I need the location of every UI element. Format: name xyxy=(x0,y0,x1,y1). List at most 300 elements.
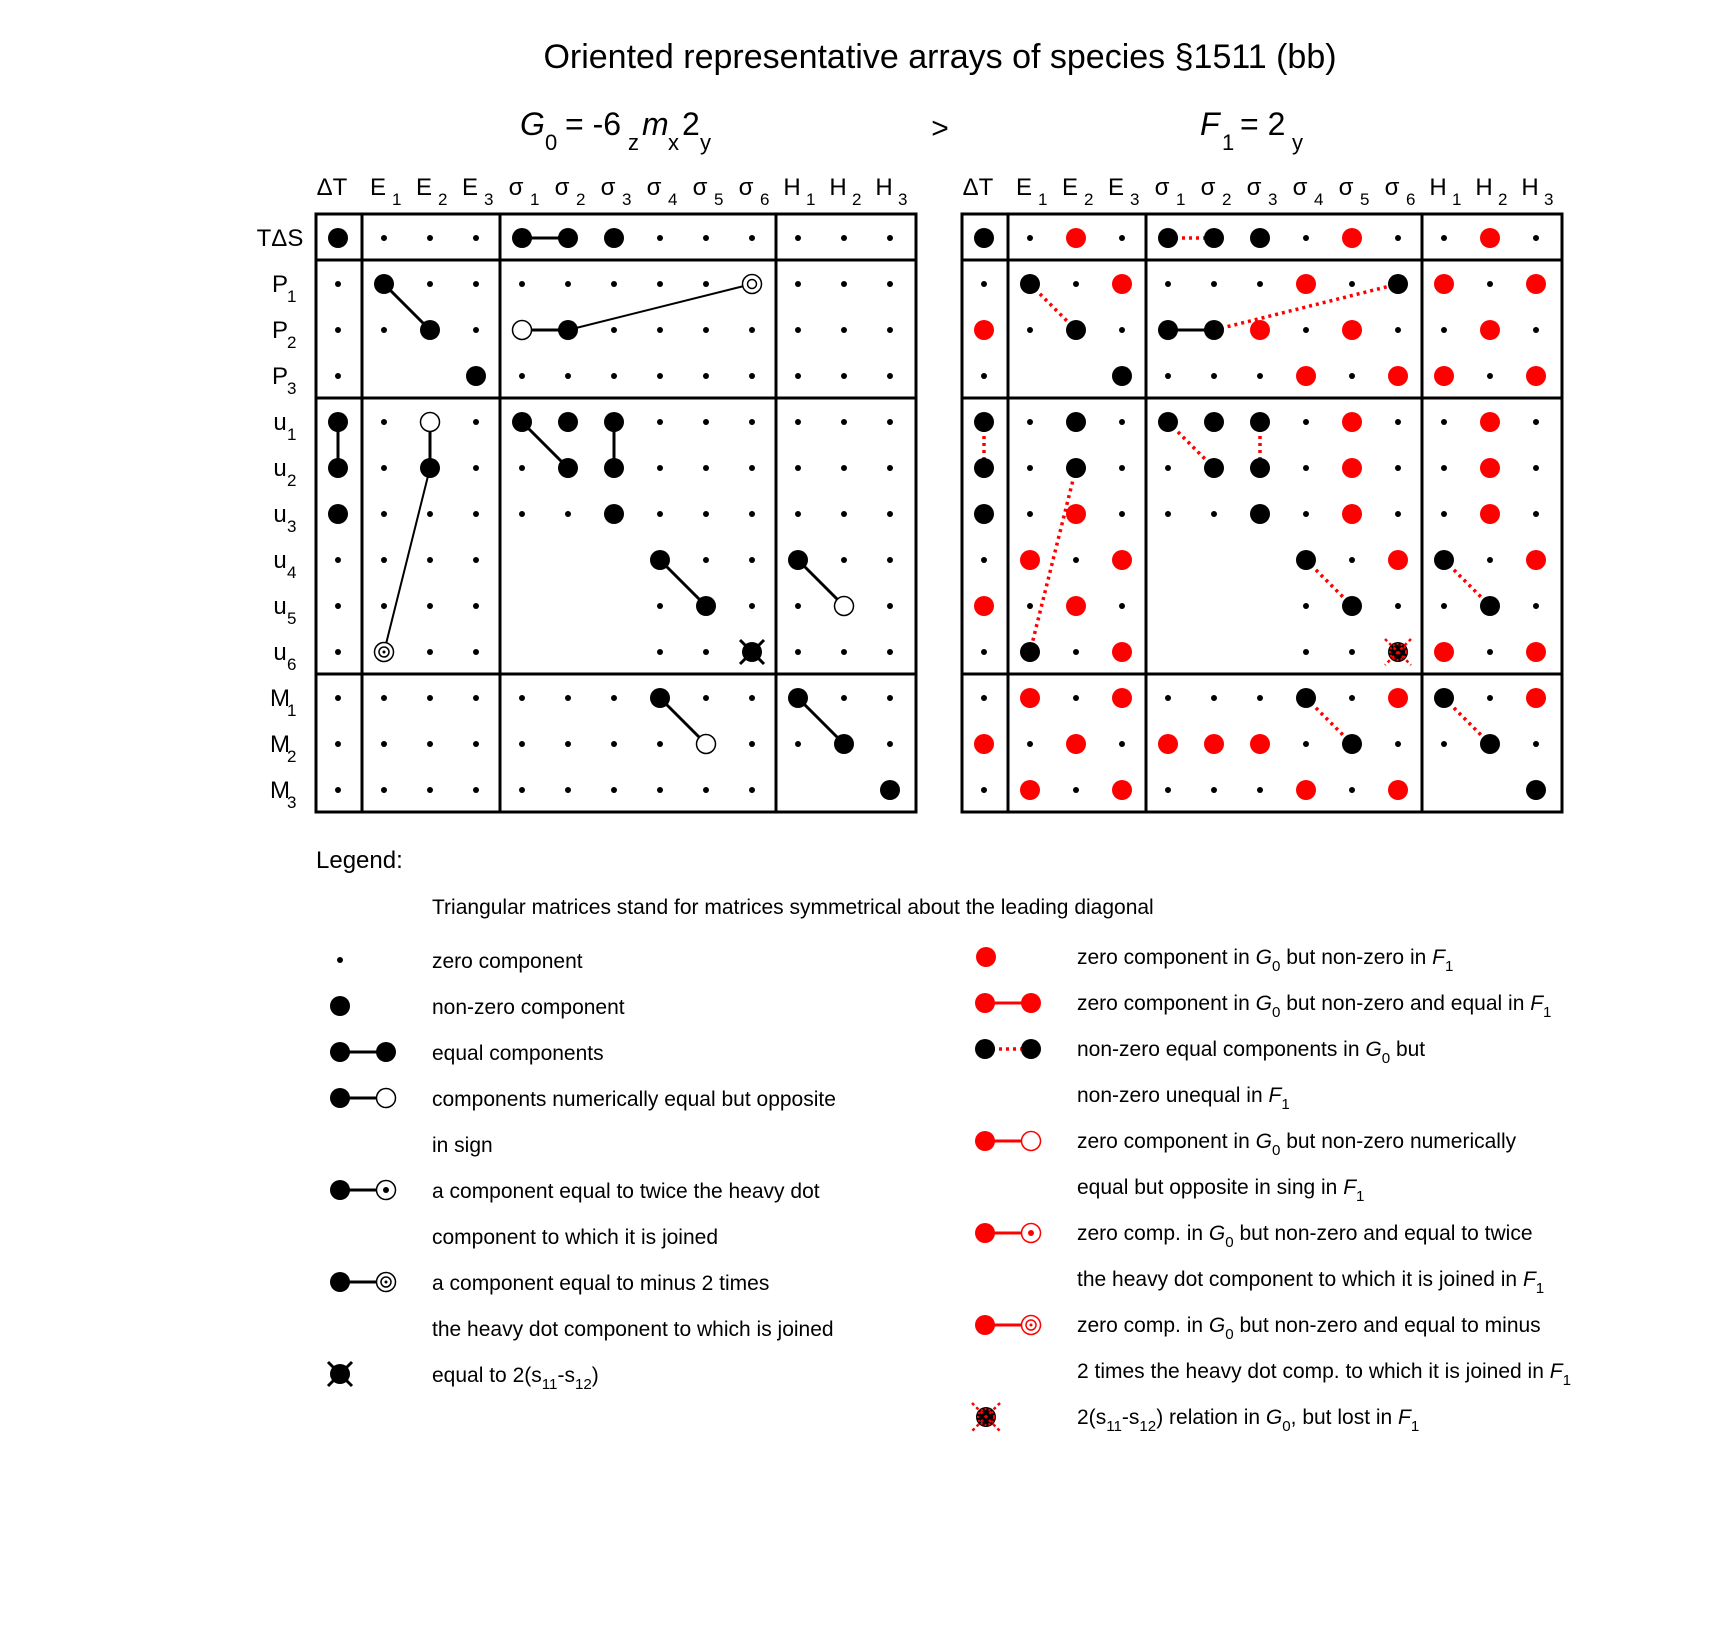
column-label-sub: 3 xyxy=(484,190,494,209)
column-label: ΔT xyxy=(962,174,994,201)
zero-dot xyxy=(657,235,663,241)
row-label-sub: 2 xyxy=(287,471,297,490)
zero-dot xyxy=(1027,465,1033,471)
zero-dot xyxy=(1119,741,1125,747)
comparator: > xyxy=(931,112,949,145)
double-circle-inner xyxy=(748,280,757,289)
zero-dot xyxy=(1441,741,1447,747)
column-label: σ xyxy=(692,174,708,201)
zero-dot xyxy=(1119,419,1125,425)
column-label: σ xyxy=(508,174,524,201)
zero-dot xyxy=(749,695,755,701)
column-label-sub: 3 xyxy=(1130,190,1140,209)
zero-dot xyxy=(473,511,479,517)
heavy-dot xyxy=(1158,320,1178,340)
zero-dot xyxy=(795,373,801,379)
zero-dot xyxy=(887,649,893,655)
zero-dot xyxy=(519,465,525,471)
legend-open-circle xyxy=(377,1089,396,1108)
legend-left-text: a component equal to twice the heavy dot xyxy=(432,1180,820,1203)
heavy-dot xyxy=(1158,228,1178,248)
zero-dot xyxy=(1119,465,1125,471)
heading-two: 2 xyxy=(682,106,700,142)
column-label-sub: 1 xyxy=(1452,190,1462,209)
zero-dot xyxy=(1303,419,1309,425)
row-label: u xyxy=(273,409,287,436)
zero-dot xyxy=(657,603,663,609)
red-dot xyxy=(974,734,994,754)
zero-dot xyxy=(381,235,387,241)
zero-dot xyxy=(1349,557,1355,563)
row-label-sub: 2 xyxy=(287,747,297,766)
heavy-dot xyxy=(604,412,624,432)
zero-dot xyxy=(1027,741,1033,747)
zero-dot xyxy=(611,787,617,793)
column-label: E xyxy=(415,174,433,201)
red-dot xyxy=(1020,688,1040,708)
zero-dot xyxy=(473,787,479,793)
heavy-dot xyxy=(1204,320,1224,340)
column-label: H xyxy=(1521,174,1539,201)
legend-right-text: zero component in $G_0$ but non-zero and equal in $F_1$ xyxy=(1077,992,1552,1021)
legend-open-circle xyxy=(1022,1132,1041,1151)
zero-dot xyxy=(1395,465,1401,471)
legend-right-text: 2 times the heavy dot comp. to which it is joined in $F_1$ xyxy=(1077,1360,1571,1389)
column-label: σ xyxy=(554,174,570,201)
heavy-dot xyxy=(1112,366,1132,386)
column-label-sub: 2 xyxy=(1498,190,1508,209)
zero-dot xyxy=(749,419,755,425)
red-dot xyxy=(1480,228,1500,248)
zero-dot xyxy=(381,787,387,793)
heading-x: x xyxy=(668,130,679,155)
heavy-dot xyxy=(558,320,578,340)
zero-dot xyxy=(473,281,479,287)
zero-dot xyxy=(981,695,987,701)
heavy-dot xyxy=(1388,274,1408,294)
zero-dot xyxy=(887,695,893,701)
zero-dot xyxy=(841,649,847,655)
zero-dot xyxy=(1303,511,1309,517)
heavy-dot xyxy=(1250,458,1270,478)
zero-dot xyxy=(1211,511,1217,517)
zero-dot xyxy=(381,741,387,747)
red-dot xyxy=(1250,320,1270,340)
zero-dot xyxy=(381,557,387,563)
zero-dot xyxy=(1395,511,1401,517)
heavy-dot xyxy=(696,596,716,616)
red-dot xyxy=(1342,412,1362,432)
heavy-dot xyxy=(558,458,578,478)
zero-dot xyxy=(381,603,387,609)
legend-center-dot xyxy=(383,1187,389,1193)
heavy-dot xyxy=(420,320,440,340)
legend-right-text: the heavy dot component to which it is joined in $F_1$ xyxy=(1077,1268,1545,1297)
zero-dot xyxy=(1303,603,1309,609)
red-dot xyxy=(1480,504,1500,524)
zero-dot xyxy=(1303,741,1309,747)
red-dot xyxy=(1020,780,1040,800)
heading-symbol-f: F xyxy=(1200,106,1220,142)
heavy-dot xyxy=(604,228,624,248)
zero-dot xyxy=(1165,465,1171,471)
legend-left-text: equal components xyxy=(432,1042,604,1065)
zero-dot xyxy=(1349,695,1355,701)
zero-dot xyxy=(795,235,801,241)
zero-dot xyxy=(841,465,847,471)
heavy-dot xyxy=(558,412,578,432)
minus2-circle-center xyxy=(383,651,386,654)
zero-dot xyxy=(1303,327,1309,333)
heavy-dot xyxy=(1480,734,1500,754)
zero-dot xyxy=(749,557,755,563)
red-dot xyxy=(1480,412,1500,432)
zero-dot xyxy=(1303,235,1309,241)
zero-dot xyxy=(657,465,663,471)
heavy-dot xyxy=(834,734,854,754)
legend xyxy=(316,847,1571,1435)
column-label-sub: 4 xyxy=(1314,190,1324,209)
heavy-dot xyxy=(1342,596,1362,616)
zero-dot xyxy=(841,419,847,425)
zero-dot xyxy=(703,373,709,379)
legend-left-text: the heavy dot component to which is joined xyxy=(432,1318,834,1341)
legend-right-text: $2(s_{11}-s_{12})$ relation in $G_0$, but lost in $F_1$ xyxy=(1077,1406,1420,1435)
heavy-dot xyxy=(466,366,486,386)
legend-right-text: zero component in $G_0$ but non-zero numerically xyxy=(1077,1130,1517,1159)
zero-dot xyxy=(335,557,341,563)
zero-dot xyxy=(611,695,617,701)
zero-dot xyxy=(887,373,893,379)
red-dot xyxy=(1388,688,1408,708)
matrix-link xyxy=(384,468,430,652)
heading-z: z xyxy=(628,130,639,155)
legend-right-text: zero comp. in $G_0$ but non-zero and equal to twice xyxy=(1077,1222,1533,1251)
figure-title: Oriented representative arrays of species §1511 (bb) xyxy=(543,38,1337,76)
zero-dot xyxy=(703,327,709,333)
column-label: σ xyxy=(1338,174,1354,201)
zero-dot xyxy=(887,419,893,425)
zero-dot xyxy=(1395,235,1401,241)
zero-dot xyxy=(565,695,571,701)
legend-left-text: non-zero component xyxy=(432,996,625,1019)
red-dot xyxy=(1526,366,1546,386)
zero-dot xyxy=(841,327,847,333)
zero-dot xyxy=(1441,603,1447,609)
zero-dot xyxy=(1073,649,1079,655)
zero-dot xyxy=(1211,695,1217,701)
heavy-dot xyxy=(1526,780,1546,800)
column-label-sub: 3 xyxy=(898,190,908,209)
zero-dot xyxy=(473,327,479,333)
column-label: H xyxy=(875,174,893,201)
column-label-sub: 6 xyxy=(1406,190,1416,209)
zero-dot xyxy=(795,281,801,287)
column-label-sub: 6 xyxy=(760,190,770,209)
zero-dot xyxy=(1487,373,1493,379)
legend-heavy-dot xyxy=(376,1042,396,1062)
legend-center-dot xyxy=(385,1281,388,1284)
red-dot xyxy=(1296,274,1316,294)
zero-dot xyxy=(335,281,341,287)
zero-dot xyxy=(749,373,755,379)
zero-dot xyxy=(657,281,663,287)
legend-right-text: zero comp. in $G_0$ but non-zero and equal to minus xyxy=(1077,1314,1541,1343)
zero-dot xyxy=(519,741,525,747)
column-label: E xyxy=(1015,174,1033,201)
zero-dot xyxy=(1533,235,1539,241)
legend-heavy-dot xyxy=(330,1272,350,1292)
row-label: TΔS xyxy=(256,225,304,252)
zero-dot xyxy=(337,957,343,963)
red-dot xyxy=(1112,550,1132,570)
red-dot xyxy=(1296,780,1316,800)
zero-dot xyxy=(335,649,341,655)
legend-heavy-dot xyxy=(975,993,995,1013)
zero-dot xyxy=(473,649,479,655)
column-label: σ xyxy=(738,174,754,201)
column-label-sub: 1 xyxy=(392,190,402,209)
zero-dot xyxy=(1119,603,1125,609)
heavy-dot xyxy=(650,550,670,570)
zero-dot xyxy=(427,281,433,287)
red-dot xyxy=(1480,320,1500,340)
zero-dot xyxy=(795,511,801,517)
zero-dot xyxy=(887,557,893,563)
heavy-dot xyxy=(604,504,624,524)
zero-dot xyxy=(1165,511,1171,517)
zero-dot xyxy=(1165,281,1171,287)
column-label: σ xyxy=(1200,174,1216,201)
row-label: M xyxy=(270,685,290,712)
zero-dot xyxy=(1303,465,1309,471)
red-dot xyxy=(1388,366,1408,386)
zero-dot xyxy=(427,557,433,563)
heavy-dot xyxy=(1250,504,1270,524)
row-label: u xyxy=(273,455,287,482)
zero-dot xyxy=(887,465,893,471)
column-label-sub: 2 xyxy=(576,190,586,209)
heading-rest: = -6 xyxy=(565,106,622,142)
column-label-sub: 2 xyxy=(438,190,448,209)
zero-dot xyxy=(1533,603,1539,609)
legend-right-text: non-zero unequal in $F_1$ xyxy=(1077,1084,1290,1113)
zero-dot xyxy=(657,649,663,655)
red-dot xyxy=(1342,320,1362,340)
red-dot xyxy=(1066,734,1086,754)
legend-heavy-dot xyxy=(975,1131,995,1151)
column-label-sub: 1 xyxy=(806,190,816,209)
legend-center-dot xyxy=(1030,1324,1033,1327)
zero-dot xyxy=(795,327,801,333)
legend-heavy-dot xyxy=(975,1315,995,1335)
heading-symbol: G xyxy=(520,106,545,142)
heavy-dot xyxy=(974,412,994,432)
zero-dot xyxy=(519,281,525,287)
red-dot xyxy=(974,320,994,340)
legend-right-text: non-zero equal components in $G_0$ but xyxy=(1077,1038,1426,1067)
legend-left-text: components numerically equal but opposite xyxy=(432,1088,836,1111)
legend-heavy-dot xyxy=(1021,993,1041,1013)
zero-dot xyxy=(1073,281,1079,287)
column-label: E xyxy=(461,174,479,201)
zero-dot xyxy=(657,419,663,425)
zero-dot xyxy=(611,327,617,333)
zero-dot xyxy=(1487,649,1493,655)
zero-dot xyxy=(887,281,893,287)
zero-dot xyxy=(841,557,847,563)
zero-dot xyxy=(841,695,847,701)
zero-dot xyxy=(887,741,893,747)
zero-dot xyxy=(381,695,387,701)
legend-left-text: in sign xyxy=(432,1134,493,1157)
zero-dot xyxy=(887,235,893,241)
heavy-dot xyxy=(974,504,994,524)
legend-note: Triangular matrices stand for matrices symmetrical about the leading diagonal xyxy=(432,896,1154,919)
zero-dot xyxy=(565,741,571,747)
red-dot xyxy=(1020,550,1040,570)
heavy-dot xyxy=(512,228,532,248)
heavy-dot xyxy=(1434,688,1454,708)
zero-dot xyxy=(1487,695,1493,701)
heavy-dot xyxy=(1066,458,1086,478)
column-label-sub: 1 xyxy=(1038,190,1048,209)
row-label: u xyxy=(273,547,287,574)
zero-dot xyxy=(473,465,479,471)
zero-dot xyxy=(519,511,525,517)
red-dot xyxy=(1526,274,1546,294)
zero-dot xyxy=(1027,419,1033,425)
zero-dot xyxy=(1027,603,1033,609)
column-label: H xyxy=(1475,174,1493,201)
zero-dot xyxy=(611,373,617,379)
heavy-dot xyxy=(1480,596,1500,616)
heavy-dot xyxy=(330,996,350,1016)
zero-dot xyxy=(887,327,893,333)
zero-dot xyxy=(841,235,847,241)
zero-dot xyxy=(795,419,801,425)
zero-dot xyxy=(1119,327,1125,333)
zero-dot xyxy=(473,557,479,563)
left-heading xyxy=(520,106,711,155)
zero-dot xyxy=(1211,281,1217,287)
column-label-sub: 4 xyxy=(668,190,678,209)
red-dot xyxy=(1388,780,1408,800)
red-dot xyxy=(1112,688,1132,708)
zero-dot xyxy=(335,373,341,379)
zero-dot xyxy=(981,557,987,563)
zero-dot xyxy=(1349,281,1355,287)
heavy-dot xyxy=(374,274,394,294)
zero-dot xyxy=(657,787,663,793)
heavy-dot xyxy=(650,688,670,708)
column-label: σ xyxy=(1154,174,1170,201)
zero-dot xyxy=(427,741,433,747)
zero-dot xyxy=(1395,603,1401,609)
row-label: u xyxy=(273,639,287,666)
row-label-sub: 3 xyxy=(287,379,297,398)
column-label-sub: 2 xyxy=(852,190,862,209)
column-label: E xyxy=(1107,174,1125,201)
zero-dot xyxy=(1027,235,1033,241)
column-label-sub: 2 xyxy=(1222,190,1232,209)
zero-dot xyxy=(427,695,433,701)
heavy-dot xyxy=(1250,412,1270,432)
zero-dot xyxy=(981,649,987,655)
zero-dot xyxy=(703,465,709,471)
zero-dot xyxy=(473,603,479,609)
heavy-dot xyxy=(1342,734,1362,754)
red-dot xyxy=(1434,274,1454,294)
red-dot xyxy=(1526,688,1546,708)
heading-y: y xyxy=(700,130,711,155)
red-dot xyxy=(1434,366,1454,386)
zero-dot xyxy=(1533,511,1539,517)
column-label: σ xyxy=(1246,174,1262,201)
zero-dot xyxy=(657,741,663,747)
zero-dot xyxy=(427,603,433,609)
zero-dot xyxy=(703,787,709,793)
row-label: u xyxy=(273,593,287,620)
heavy-dot xyxy=(604,458,624,478)
legend-heavy-dot xyxy=(330,1042,350,1062)
zero-dot xyxy=(565,511,571,517)
zero-dot xyxy=(703,235,709,241)
zero-dot xyxy=(335,603,341,609)
red-dot xyxy=(1112,642,1132,662)
zero-dot xyxy=(703,511,709,517)
row-label-sub: 5 xyxy=(287,609,297,628)
row-label: u xyxy=(273,501,287,528)
legend-left-text: component to which it is joined xyxy=(432,1226,718,1249)
zero-dot xyxy=(427,235,433,241)
zero-dot xyxy=(703,695,709,701)
zero-dot xyxy=(749,787,755,793)
zero-dot xyxy=(611,281,617,287)
zero-dot xyxy=(703,557,709,563)
zero-dot xyxy=(657,373,663,379)
zero-dot xyxy=(1073,557,1079,563)
row-label-sub: 1 xyxy=(287,287,297,306)
zero-dot xyxy=(1257,281,1263,287)
red-dot xyxy=(1250,734,1270,754)
legend-right-text: zero component in $G_0$ but non-zero in $F_1$ xyxy=(1077,946,1454,975)
row-label-sub: 1 xyxy=(287,425,297,444)
heavy-dot xyxy=(328,458,348,478)
zero-dot xyxy=(1257,787,1263,793)
heavy-dot xyxy=(420,458,440,478)
heavy-dot xyxy=(880,780,900,800)
heavy-dot xyxy=(328,504,348,524)
heavy-dot xyxy=(974,228,994,248)
legend-heavy-dot xyxy=(330,1180,350,1200)
column-label: σ xyxy=(600,174,616,201)
heavy-dot xyxy=(1158,412,1178,432)
heavy-dot xyxy=(788,688,808,708)
heavy-dot xyxy=(512,412,532,432)
zero-dot xyxy=(335,695,341,701)
zero-dot xyxy=(381,511,387,517)
heavy-dot xyxy=(1434,550,1454,570)
zero-dot xyxy=(1395,741,1401,747)
legend-left-text: equal to $2(s_{11}-s_{12})$ xyxy=(432,1364,599,1393)
red-dot xyxy=(1112,274,1132,294)
zero-dot xyxy=(1395,327,1401,333)
zero-dot xyxy=(749,603,755,609)
zero-dot xyxy=(335,787,341,793)
zero-dot xyxy=(795,649,801,655)
column-label: E xyxy=(1061,174,1079,201)
